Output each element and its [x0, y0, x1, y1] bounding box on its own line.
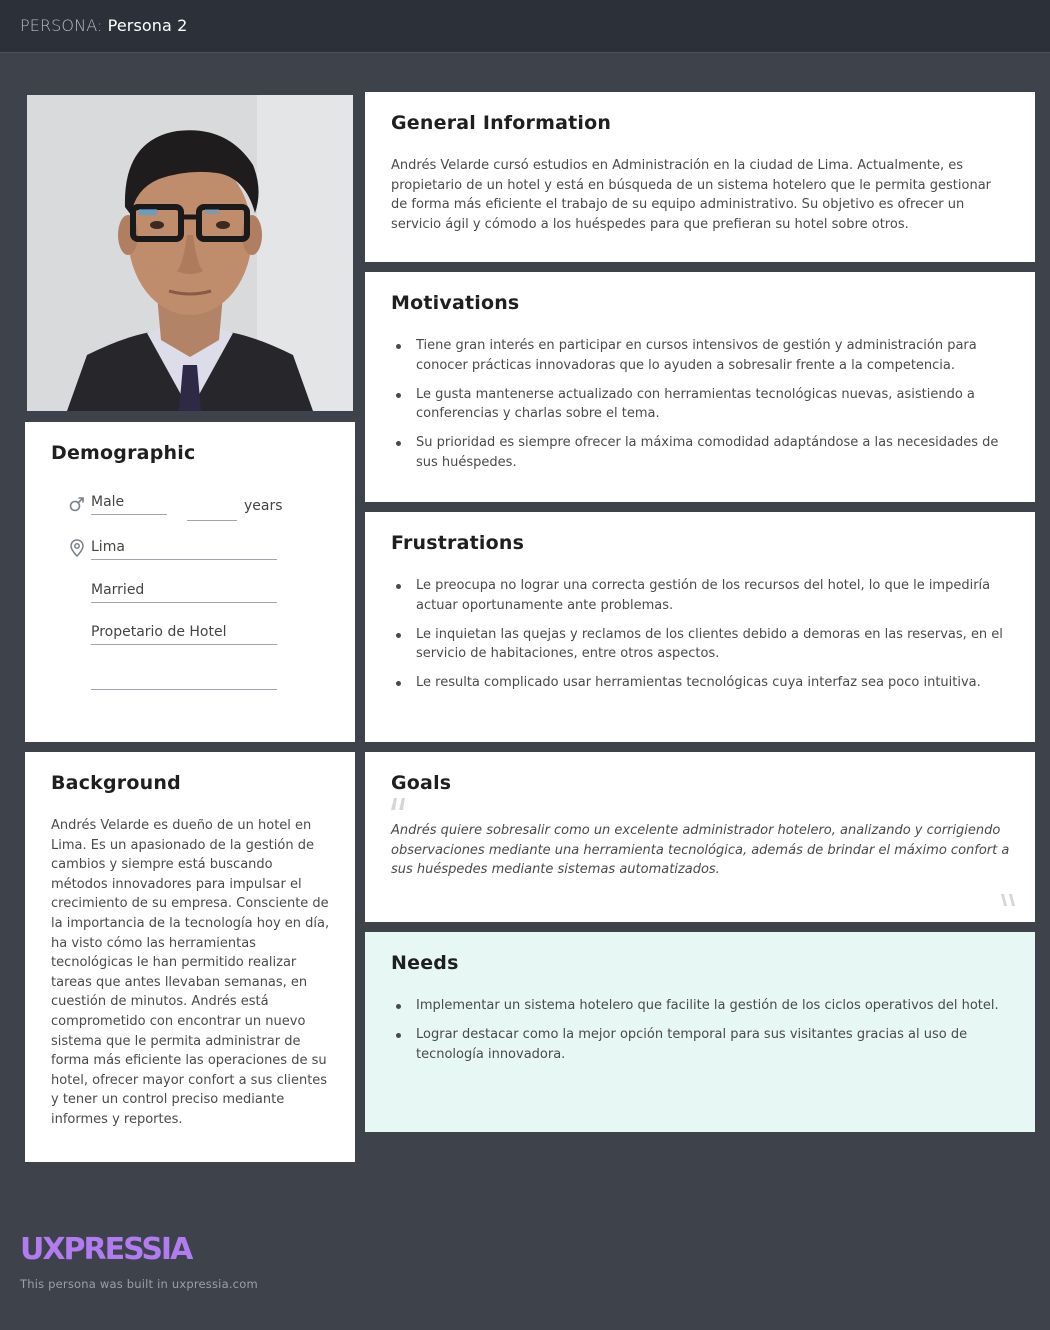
top-bar	[0, 0, 1050, 53]
list-item: Implementar un sistema hotelero que facilite la gestión de los ciclos operativos del hotel.	[391, 996, 1011, 1016]
extra-field[interactable]	[91, 666, 277, 690]
general-information-card	[365, 92, 1035, 262]
age-field[interactable]	[187, 494, 237, 521]
background-card	[25, 752, 355, 1162]
general-information-title: General Information	[391, 112, 612, 134]
list-item: Le resulta complicado usar herramientas tecnológicas cuya interfaz sea poco intuitiva.	[391, 673, 1011, 693]
goals-quote[interactable]: Andrés quiere sobresalir como un excelente administrador hotelero, analizando y corrigiendo observaciones mediante una herramienta tecnológica, además de brindar el máximo confort a sus huéspedes mediante sistemas automatizados.	[391, 823, 1010, 878]
list-item: Lograr destacar como la mejor opción temporal para sus visitantes gracias al uso de tecnología innovadora.	[391, 1025, 1011, 1064]
open-quote-icon	[389, 796, 407, 816]
background-text[interactable]: Andrés Velarde es dueño de un hotel en Lima. Es un apasionado de la gestión de cambios y siempre está buscando métodos innovadores para impulsar el crecimiento de su empresa. Consciente de la importancia de la tecnología hoy en día, ha visto cómo las herramientas tecnológicas le han permitido realizar tareas que antes llevaban semanas, en cuestión de minutos. Andrés está comprometido con encontrar un nuevo sistema que le permita administrar de forma más eficiente las operaciones de su hotel, ofrecer mayor confort a sus clientes y tener un control preciso mediante informes y reportes.	[51, 818, 330, 1127]
list-item: Su prioridad es siempre ofrecer la máxima comodidad adaptándose a las necesidades de sus huéspedes.	[391, 433, 1011, 472]
person-photo-illustration	[27, 95, 353, 411]
motivations-title: Motivations	[391, 292, 520, 314]
persona-title	[20, 16, 187, 35]
motivations-card	[365, 272, 1035, 502]
list-item: Le inquietan las quejas y reclamos de los clientes debido a demoras en las reservas, en el servicio de habitaciones, entre otros aspectos.	[391, 625, 1011, 664]
footer-note: This persona was built in uxpressia.com	[20, 1277, 258, 1291]
persona-photo[interactable]	[27, 95, 353, 411]
uxpressia-logo[interactable]: UXPRESSIA	[20, 1232, 192, 1267]
needs-title: Needs	[391, 952, 459, 974]
background-title: Background	[51, 772, 181, 794]
close-quote-icon	[999, 892, 1017, 912]
needs-list[interactable]	[391, 996, 1011, 1074]
frustrations-card	[365, 512, 1035, 742]
needs-card	[365, 932, 1035, 1132]
frustrations-title: Frustrations	[391, 532, 525, 554]
list-item: Tiene gran interés en participar en cursos intensivos de gestión y administración para conocer prácticas innovadoras que lo ayuden a sobresalir frente a la competencia.	[391, 336, 1011, 375]
demographic-card	[25, 422, 355, 742]
persona-title-prefix: PERSONA:	[20, 16, 103, 35]
goals-card	[365, 752, 1035, 922]
gender-field[interactable]: Male	[91, 494, 167, 515]
persona-name[interactable]: Persona 2	[107, 16, 188, 35]
demographic-title: Demographic	[51, 442, 196, 464]
age-unit-label: years	[244, 498, 283, 514]
list-item: Le preocupa no lograr una correcta gestión de los recursos del hotel, lo que le impediría actuar oportunamente ante problemas.	[391, 576, 1011, 615]
motivations-list[interactable]	[391, 336, 1011, 482]
male-symbol-icon	[69, 496, 85, 516]
map-pin-icon	[70, 539, 84, 561]
marital-status-field[interactable]: Married	[91, 582, 277, 603]
general-information-text[interactable]: Andrés Velarde cursó estudios en Administración en la ciudad de Lima. Actualmente, es propietario de un hotel y está en búsqueda de un sistema hotelero que le permita gestionar de forma más eficiente el trabajo de su equipo administrativo. Su objetivo es ofrecer un servicio ágil y cómodo a los huéspedes para que prefieran su hotel sobre otros.	[391, 158, 992, 232]
location-field[interactable]: Lima	[91, 539, 277, 560]
goals-title: Goals	[391, 772, 452, 794]
list-item: Le gusta mantenerse actualizado con herramientas tecnológicas nuevas, asistiendo a conferencias y charlas sobre el tema.	[391, 385, 1011, 424]
occupation-field[interactable]: Propetario de Hotel	[91, 624, 277, 645]
frustrations-list[interactable]	[391, 576, 1011, 702]
